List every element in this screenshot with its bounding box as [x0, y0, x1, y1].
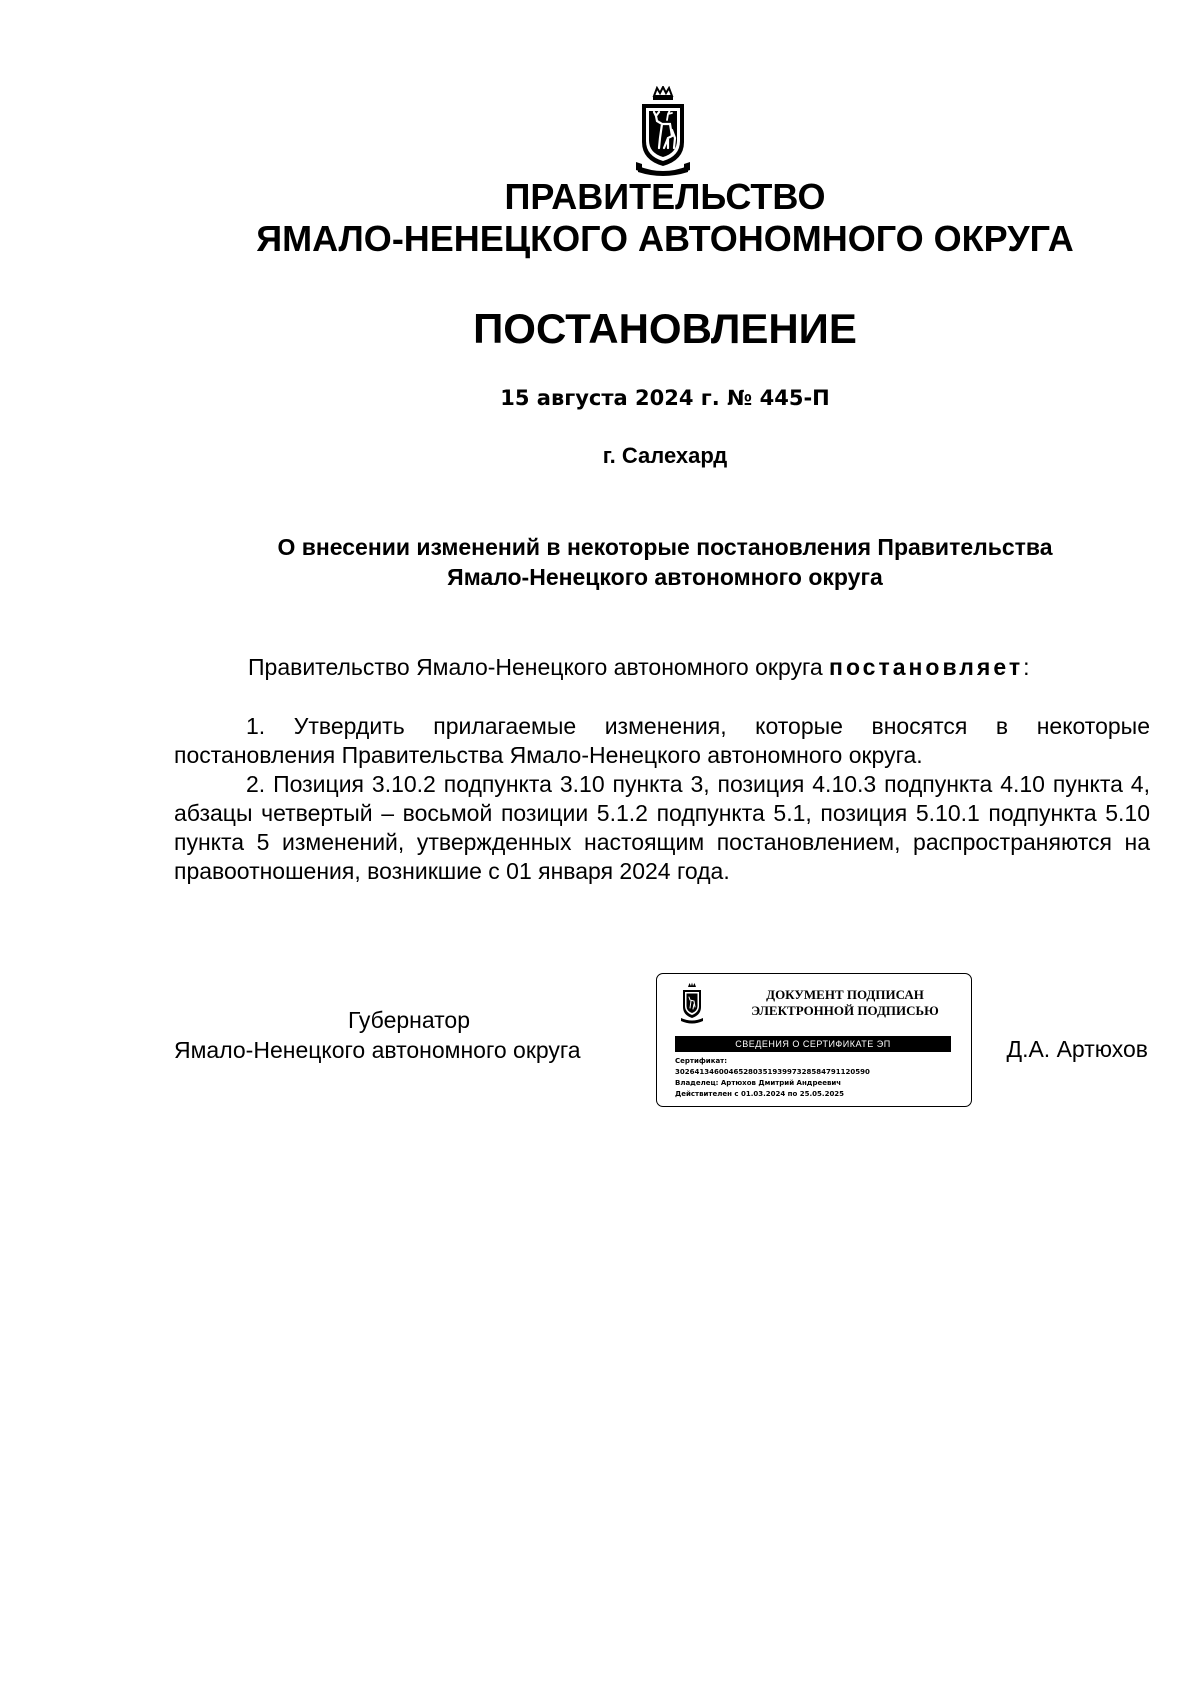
stamp-validity: Действителен с 01.03.2024 по 25.05.2025	[675, 1090, 845, 1098]
electronic-signature-stamp	[656, 973, 972, 1107]
stamp-certificate-label: Сертификат:	[675, 1057, 728, 1065]
stamp-title-line2: ЭЛЕКТРОННОЙ ПОДПИСЬЮ	[751, 1003, 939, 1018]
preamble-text: Правительство Ямало-Ненецкого автономного округа	[248, 654, 830, 680]
stamp-title-line1: ДОКУМЕНТ ПОДПИСАН	[766, 987, 924, 1002]
subject-line1: О внесении изменений в некоторые постановления Правительства	[277, 534, 1053, 560]
signer-role	[174, 1005, 644, 1065]
stamp-certificate-bar: СВЕДЕНИЯ О СЕРТИФИКАТЕ ЭП	[675, 1036, 951, 1052]
coat-of-arms-emblem	[632, 86, 694, 178]
signer-role-line2: Ямало-Ненецкого автономного округа	[174, 1037, 581, 1063]
preamble	[248, 652, 1148, 682]
subject-line2: Ямало-Ненецкого автономного округа	[447, 564, 883, 590]
preamble-colon: :	[1023, 654, 1030, 680]
document-date-number: 15 августа 2024 г. № 445-П	[500, 386, 830, 410]
stamp-certificate-number: 3026413460046528035193997328584791120590	[675, 1068, 870, 1076]
stamp-coat-of-arms-emblem	[679, 982, 705, 1024]
preamble-emphasis: постановляет	[829, 654, 1024, 680]
document-type: ПОСТАНОВЛЕНИЕ	[473, 305, 857, 352]
signer-role-line1: Губернатор	[347, 1007, 471, 1033]
stamp-owner: Владелец: Артюхов Дмитрий Андреевич	[675, 1079, 842, 1087]
stamp-title	[725, 987, 965, 1019]
paragraph-2: 2. Позиция 3.10.2 подпункта 3.10 пункта 3, позиция 4.10.3 подпункта 4.10 пункта 4, абзацы четвертый – восьмой позиции 5.1.2 подпункта 5.1, позиция 5.10.1 подпункта 5.10 пункта 5 изменений, утвержденных настоящим постановлением, распространяются на правоотношения, возникшие с 01 января 2024 года.	[174, 771, 1150, 884]
stamp-certificate-details	[675, 1056, 965, 1100]
document-city: г. Салехард	[602, 443, 728, 468]
paragraph-1: 1. Утвердить прилагаемые изменения, которые вносятся в некоторые постановления Правительства Ямало-Ненецкого автономного округа.	[174, 713, 1150, 768]
signer-name: Д.А. Артюхов	[1006, 1036, 1148, 1062]
government-title-line2: ЯМАЛО-НЕНЕЦКОГО АВТОНОМНОГО ОКРУГА	[256, 218, 1074, 259]
government-title-line1: ПРАВИТЕЛЬСТВО	[504, 176, 826, 217]
document-subject	[0, 532, 1200, 592]
